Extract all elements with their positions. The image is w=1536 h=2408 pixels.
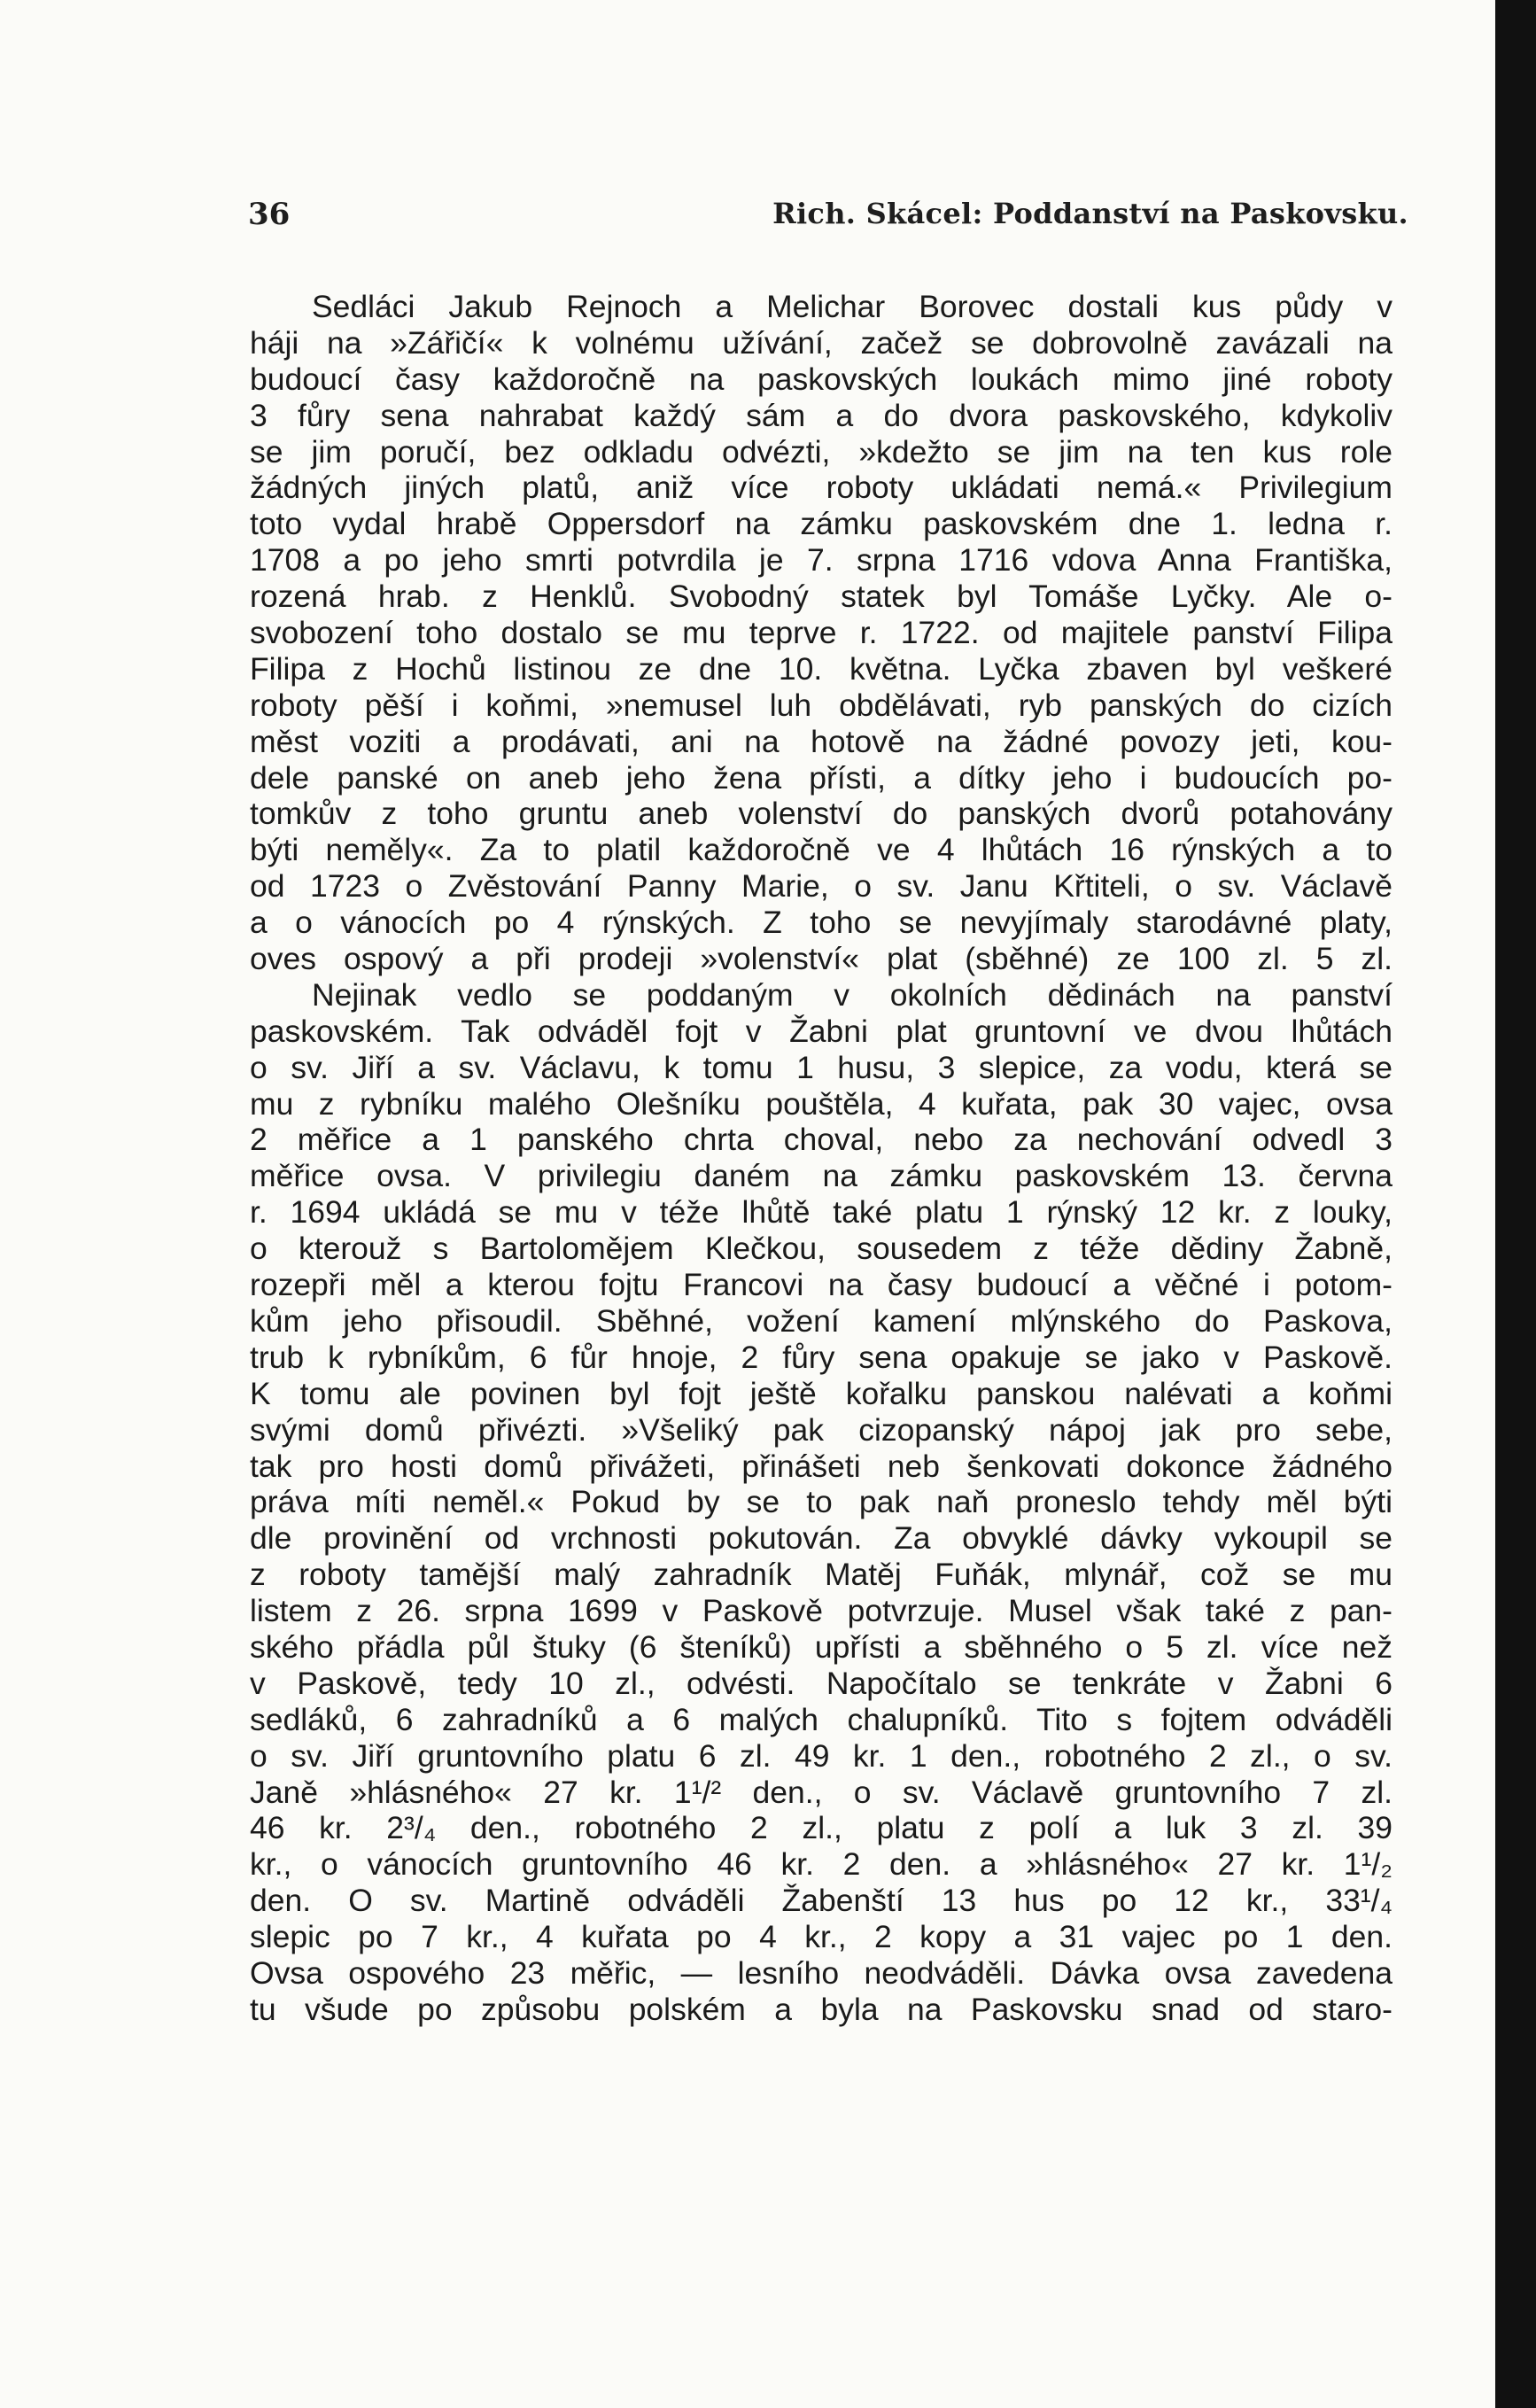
- text-line: v Paskově, tedy 10 zl., odvésti. Napočítalo se tenkráte v Žabni 6: [250, 1665, 1392, 1701]
- text-line: o kterouž s Bartolomějem Klečkou, sousedem z téže dědiny Žabně,: [250, 1231, 1392, 1267]
- body-text: [250, 289, 1392, 2028]
- text-line: tak pro hosti domů přivážeti, přinášeti neb šenkovati dokonce žádného: [250, 1448, 1392, 1484]
- text-line: paskovském. Tak odváděl fojt v Žabni plat gruntovní ve dvou lhůtách: [250, 1013, 1392, 1049]
- text-line: a o vánocích po 4 rýnských. Z toho se nevyjímaly starodávné platy,: [250, 905, 1392, 941]
- text-line: o sv. Jiří gruntovního platu 6 zl. 49 kr. 1 den., robotného 2 zl., o sv.: [250, 1737, 1392, 1774]
- text-line: 1708 a po jeho smrti potvrdila je 7. srpna 1716 vdova Anna Františka,: [250, 542, 1392, 579]
- text-line: od 1723 o Zvěstování Panny Marie, o sv. Janu Křtiteli, o sv. Václavě: [250, 868, 1392, 905]
- text-line: den. O sv. Martině odváděli Žabenští 13 hus po 12 kr., 33¹/₄: [250, 1883, 1392, 1919]
- page-number: 36: [248, 197, 291, 232]
- text-line: měřice ovsa. V privilegiu daném na zámku paskovském 13. června: [250, 1158, 1392, 1194]
- text-line: listem z 26. srpna 1699 v Paskově potvrzuje. Musel však také z pan-: [250, 1593, 1392, 1629]
- text-line: svobození toho dostalo se mu teprve r. 1722. od majitele panství Filipa: [250, 615, 1392, 651]
- text-line: trub k rybníkům, 6 fůr hnoje, 2 fůry sena opakuje se jako v Paskově.: [250, 1339, 1392, 1375]
- text-line: Sedláci Jakub Rejnoch a Melichar Borovec dostali kus půdy v: [312, 289, 1392, 324]
- text-line: budoucí časy každoročně na paskovských loukách mimo jiné roboty: [250, 361, 1392, 397]
- text-line: Nejinak vedlo se poddaným v okolních dědinách na panství: [312, 976, 1392, 1013]
- text-line: 2 měřice a 1 panského chrta choval, nebo za nechování odvedl 3: [250, 1122, 1392, 1158]
- text-line: se jim poručí, bez odkladu odvézti, »kdežto se jim na ten kus role: [250, 433, 1392, 470]
- text-line: práva míti neměl.« Pokud by se to pak naň proneslo tehdy měl býti: [250, 1484, 1392, 1520]
- text-line: o sv. Jiří a sv. Václavu, k tomu 1 husu, 3 slepice, za vodu, která se: [250, 1049, 1392, 1085]
- text-line: Janě »hlásného« 27 kr. 1¹/² den., o sv. Václavě gruntovního 7 zl.: [250, 1774, 1392, 1810]
- text-line: ského přádla půl štuky (6 šteníků) upřísti a sběhného o 5 zl. více než: [250, 1628, 1392, 1665]
- page-header: [248, 197, 1408, 241]
- text-line: r. 1694 ukládá se mu v téže lhůtě také platu 1 rýnský 12 kr. z louky,: [250, 1194, 1392, 1231]
- text-line: háji na »Zářičí« k volnému užívání, začež se dobrovolně zavázali na: [250, 324, 1392, 361]
- text-line: sedláků, 6 zahradníků a 6 malých chalupníků. Tito s fojtem odváděli: [250, 1701, 1392, 1737]
- text-line: rozená hrab. z Henklů. Svobodný statek byl Tomáše Lyčky. Ale o-: [250, 579, 1392, 615]
- text-line: mu z rybníku malého Olešníku pouštěla, 4 kuřata, pak 30 vajec, ovsa: [250, 1085, 1392, 1122]
- text-line: slepic po 7 kr., 4 kuřata po 4 kr., 2 kopy a 31 vajec po 1 den.: [250, 1919, 1392, 1955]
- scan-edge: [1495, 0, 1536, 2408]
- text-line: roboty pěší i koňmi, »nemusel luh obdělávati, ryb panských do cizích: [250, 687, 1392, 723]
- text-line: kům jeho přisoudil. Sběhné, vožení kamení mlýnského do Paskova,: [250, 1302, 1392, 1339]
- text-line: měst voziti a prodávati, ani na hotově na žádné povozy jeti, kou-: [250, 723, 1392, 759]
- text-line: z roboty tamější malý zahradník Matěj Fuňák, mlynář, což se mu: [250, 1557, 1392, 1593]
- text-line: rozepři měl a kterou fojtu Francovi na časy budoucí a věčné i potom-: [250, 1267, 1392, 1303]
- paragraph: [250, 289, 1392, 977]
- text-line: svými domů přivézti. »Všeliký pak cizopanský nápoj jak pro sebe,: [250, 1411, 1392, 1448]
- text-line: dle provinění od vrchnosti pokutován. Za obvyklé dávky vykoupil se: [250, 1520, 1392, 1557]
- text-line: 46 kr. 2³/₄ den., robotného 2 zl., platu z polí a luk 3 zl. 39: [250, 1810, 1392, 1846]
- text-line: dele panské on aneb jeho žena přísti, a dítky jeho i budoucích po-: [250, 759, 1392, 796]
- text-line: Filipa z Hochů listinou ze dne 10. května. Lyčka zbaven byl veškeré: [250, 650, 1392, 687]
- text-line: oves ospový a při prodeji »volenství« plat (sběhné) ze 100 zl. 5 zl.: [250, 941, 1392, 977]
- running-title: Rich. Skácel: Poddanství na Paskovsku.: [772, 197, 1408, 230]
- text-line: tu všude po způsobu polském a byla na Paskovsku snad od staro-: [250, 1991, 1392, 2027]
- text-line: tomkův z toho gruntu aneb volenství do panských dvorů potahovány: [250, 796, 1392, 832]
- text-line: toto vydal hrabě Oppersdorf na zámku paskovském dne 1. ledna r.: [250, 506, 1392, 542]
- paragraph: [250, 977, 1392, 2028]
- text-line: Ovsa ospového 23 měřic, — lesního neodváděli. Dávka ovsa zavedena: [250, 1954, 1392, 1991]
- text-line: K tomu ale povinen byl fojt ještě kořalku panskou nalévati a koňmi: [250, 1375, 1392, 1411]
- text-line: kr., o vánocích gruntovního 46 kr. 2 den. a »hlásného« 27 kr. 1¹/₂: [250, 1846, 1392, 1883]
- text-line: 3 fůry sena nahrabat každý sám a do dvora paskovského, kdykoliv: [250, 397, 1392, 433]
- text-line: žádných jiných platů, aniž více roboty ukládati nemá.« Privilegium: [250, 470, 1392, 506]
- text-line: býti neměly«. Za to platil každoročně ve 4 lhůtách 16 rýnských a to: [250, 832, 1392, 868]
